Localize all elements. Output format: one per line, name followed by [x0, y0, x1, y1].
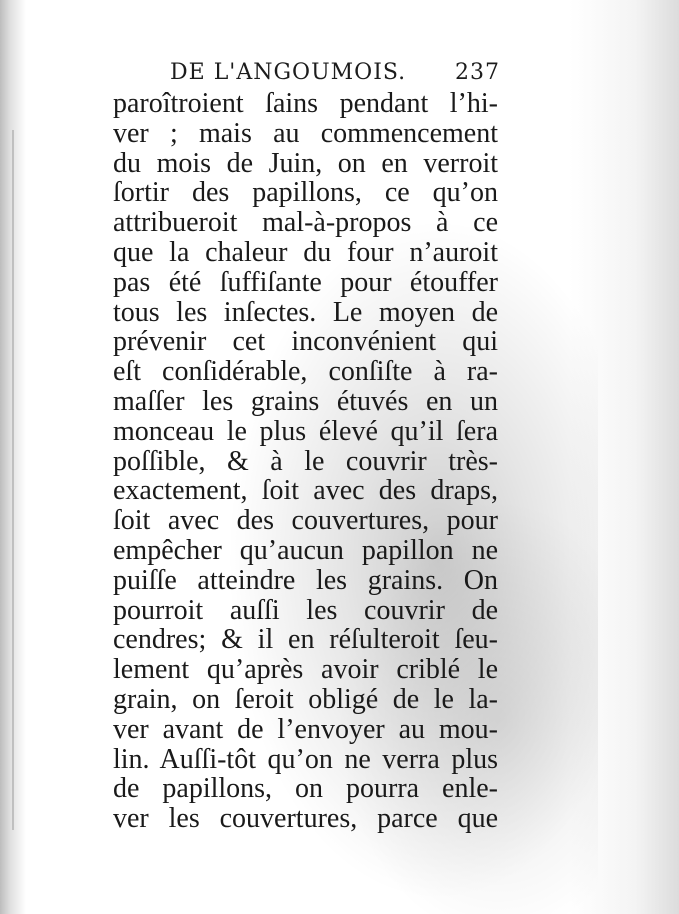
- text-line: que la chaleur du four n’auroit: [113, 236, 498, 268]
- text-line: pas été ſuffiſante pour étouffer: [113, 266, 498, 298]
- text-line: tous les inſectes. Le moyen de: [113, 296, 498, 328]
- text-line: ſortir des papillons, ce qu’on: [113, 177, 498, 209]
- text-line: puiſſe atteindre les grains. On: [113, 564, 498, 596]
- running-head: [170, 60, 500, 85]
- text-line: pourroit auſſi les couvrir de: [113, 594, 498, 626]
- text-line: empêcher qu’aucun papillon ne: [113, 534, 498, 566]
- text-line: prévenir cet inconvénient qui: [113, 326, 498, 358]
- text-line: lin. Auſſi-tôt qu’on ne verra plus: [113, 743, 498, 775]
- text-line: ver avant de l’envoyer au mou-: [113, 713, 498, 745]
- running-head-title: DE L'ANGOUMOIS.: [170, 60, 407, 85]
- text-line: poſſible, & à le couvrir très-: [113, 445, 498, 477]
- body-text: [113, 89, 498, 834]
- text-line: eſt conſidérable, conſiſte à ra-: [113, 356, 498, 388]
- binding-edge: [12, 130, 14, 830]
- text-line: ſoit avec des couvertures, pour: [113, 505, 498, 537]
- text-line: de papillons, on pourra enle-: [113, 773, 498, 805]
- text-line: attribueroit mal-à-propos à ce: [113, 207, 498, 239]
- text-line: lement qu’après avoir criblé le: [113, 654, 498, 686]
- text-line: ver ; mais au commencement: [113, 117, 498, 149]
- text-line: du mois de Juin, on en verroit: [113, 147, 498, 179]
- text-line: cendres; & il en réſulteroit ſeu-: [113, 624, 498, 656]
- text-line: exactement, ſoit avec des draps,: [113, 475, 498, 507]
- page-number: 237: [455, 60, 500, 85]
- text-line: maſſer les grains étuvés en un: [113, 385, 498, 417]
- book-page: [78, 0, 598, 914]
- text-line: monceau le plus élevé qu’il ſera: [113, 415, 498, 447]
- text-line: paroîtroient ſains pendant l’hi-: [113, 88, 498, 119]
- text-line: ver les couvertures, parce que: [113, 803, 498, 835]
- text-line: grain, on ſeroit obligé de le la-: [113, 683, 498, 715]
